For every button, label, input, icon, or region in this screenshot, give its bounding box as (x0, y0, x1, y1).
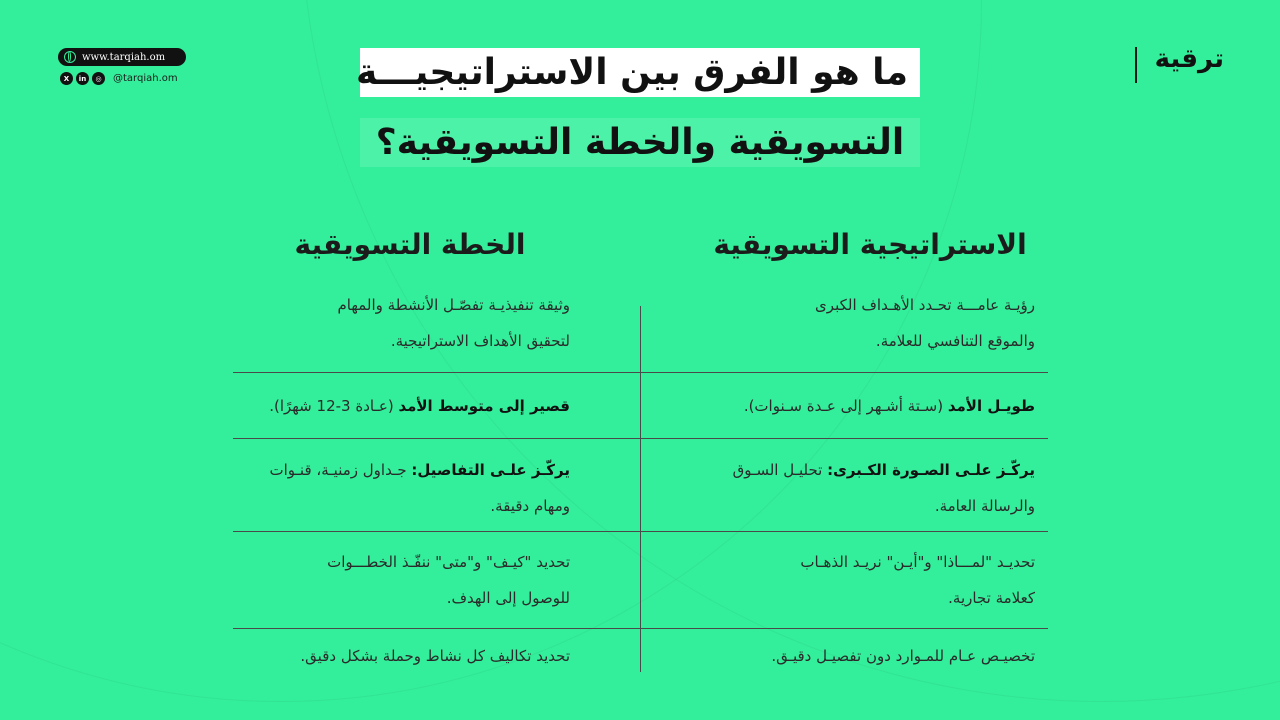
page-title-line-2: التسويقية والخطة التسويقية؟ (360, 118, 920, 167)
plan-cell-document (240, 287, 570, 359)
website-text: www.tarqiah.om (82, 51, 166, 63)
cell-text: رؤيـة عامـــة تحـدد الأهـداف الكبرى (815, 296, 1035, 314)
row-divider (233, 438, 1048, 439)
linkedin-icon[interactable]: in (76, 72, 89, 85)
strategy-cell-resources (700, 638, 1035, 674)
row-divider (233, 372, 1048, 373)
cell-text: جـداول زمنيـة، قنـوات (269, 461, 412, 479)
cell-text: تحديـد "لمـــاذا" و"أيـن" نريـد الذهـاب (800, 553, 1035, 571)
cell-text: لتحقيق الأهداف الاستراتيجية. (390, 332, 570, 350)
cell-text: تحديد تكاليف كل نشاط وحملة بشكل دقيق. (300, 647, 570, 665)
cell-text: تخصيـص عـام للمـوارد دون تفصيـل دقيـق. (771, 647, 1035, 665)
strategy-cell-vision (700, 287, 1035, 359)
cell-text: وثيقة تنفيذيـة تفصّـل الأنشطة والمهام (337, 296, 570, 314)
instagram-icon[interactable]: ◎ (92, 72, 105, 85)
strategy-cell-duration (700, 388, 1035, 424)
cell-bold-text: قصير إلى متوسط الأمد (398, 397, 570, 415)
cell-bold-text: يركّـز علـى التفاصيل: (411, 461, 570, 479)
brand-logo: ترقية (1154, 44, 1224, 74)
globe-icon (64, 51, 76, 63)
row-divider (233, 531, 1048, 532)
cell-text: والرسالة العامة. (934, 497, 1035, 515)
plan-cell-how-when (240, 544, 570, 616)
plan-cell-focus (240, 452, 570, 524)
cell-text: تحديد "كيـف" و"متى" ننفّـذ الخطـــوات (327, 553, 570, 571)
website-badge[interactable] (58, 48, 186, 66)
row-divider (233, 628, 1048, 629)
plan-cell-duration (240, 388, 570, 424)
strategy-cell-why-where (700, 544, 1035, 616)
brand-divider (1135, 47, 1137, 83)
page-title-line-1: ما هو الفرق بين الاستراتيجيـــة (360, 48, 920, 97)
cell-text: (سـتة أشـهر إلى عـدة سـنوات). (743, 397, 948, 415)
cell-text: للوصول إلى الهدف. (446, 589, 570, 607)
strategy-column-header: الاستراتيجية التسويقية (713, 228, 1027, 261)
cell-text: (عـادة 3-12 شهرًا). (269, 397, 399, 415)
cell-text: والموقع التنافسي للعلامة. (875, 332, 1035, 350)
plan-column-header: الخطة التسويقية (294, 228, 526, 261)
x-icon[interactable]: X (60, 72, 73, 85)
column-divider (640, 306, 641, 672)
social-handle: @tarqiah.om (113, 73, 178, 84)
cell-text: تحليـل السـوق (732, 461, 828, 479)
cell-text: كعلامة تجارية. (948, 589, 1035, 607)
plan-cell-costs (240, 638, 570, 674)
cell-text: ومهام دقيقة. (490, 497, 570, 515)
cell-bold-text: طويـل الأمد (947, 397, 1035, 415)
social-links (60, 72, 178, 85)
strategy-cell-focus (700, 452, 1035, 524)
cell-bold-text: يركّـز علـى الصـورة الكـبرى: (827, 461, 1035, 479)
